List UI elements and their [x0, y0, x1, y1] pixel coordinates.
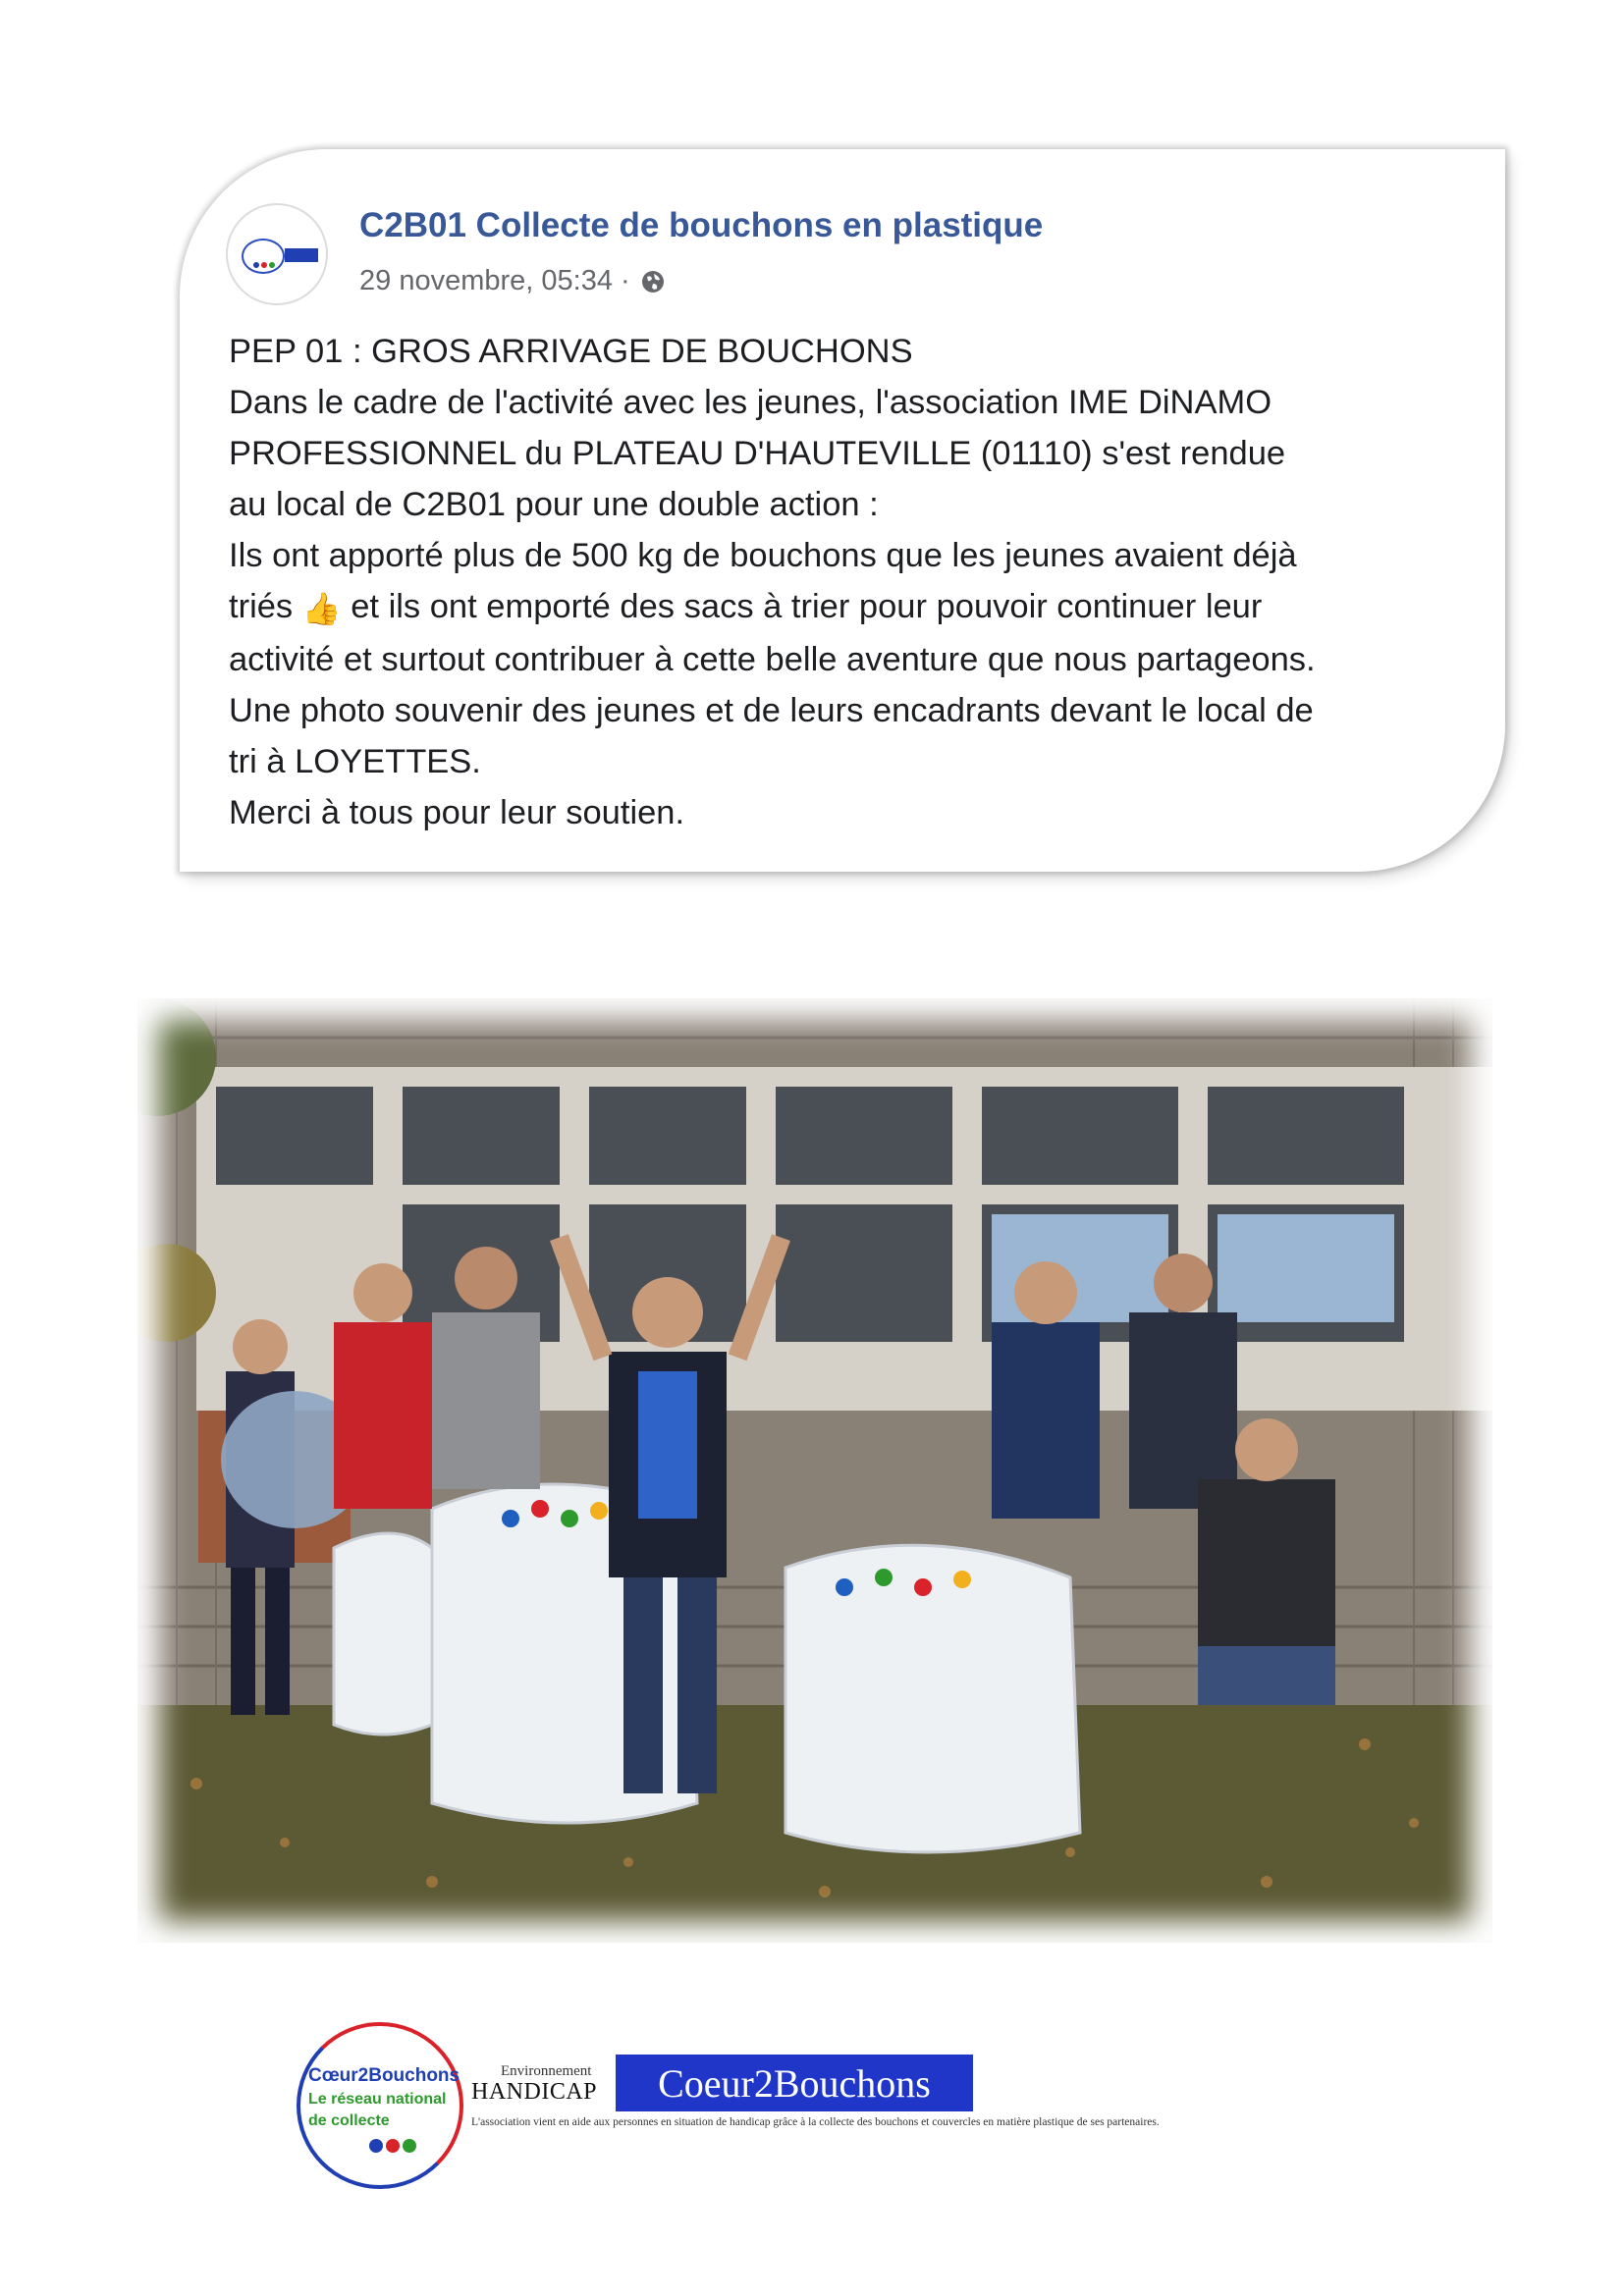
coeur2bouchons-logo	[297, 2022, 463, 2189]
post-meta	[359, 265, 666, 297]
logo-subtitle: de collecte	[308, 2112, 390, 2129]
post-text	[229, 326, 1495, 838]
env-label: Environnement	[501, 2063, 592, 2079]
post-line: au local de C2B01 pour une double action :	[229, 486, 879, 523]
handicap-label: HANDICAP	[471, 2079, 598, 2105]
logo-dots-icon	[369, 2139, 416, 2153]
logo-title: Cœur2Bouchons	[308, 2065, 460, 2086]
page-avatar[interactable]	[226, 203, 328, 305]
post-line: PROFESSIONNEL du PLATEAU D'HAUTEVILLE (01110) s'est rendue	[229, 435, 1286, 472]
post-line: Une photo souvenir des jeunes et de leurs encadrants devant le local de	[229, 692, 1314, 729]
avatar-logo-icon	[236, 235, 318, 274]
brand-tagline: L'association vient en aide aux personnes en situation de handicap grâce à la collecte des bouchons et couvercles en matière plastique de ses partenaires.	[471, 2116, 1160, 2128]
facebook-post-card	[180, 149, 1505, 872]
post-line-part: triés	[229, 588, 294, 625]
post-line: PEP 01 : GROS ARRIVAGE DE BOUCHONS	[229, 333, 913, 370]
brand-banner: Coeur2Bouchons	[616, 2055, 973, 2111]
post-line: Ils ont apporté plus de 500 kg de bouchons que les jeunes avaient déjà	[229, 537, 1297, 574]
post-line	[229, 581, 1495, 634]
group-photo	[137, 998, 1492, 1943]
group-photo-illustration	[137, 998, 1492, 1943]
post-line: Dans le cadre de l'activité avec les jeunes, l'association IME DiNAMO	[229, 384, 1272, 421]
post-timestamp[interactable]: 29 novembre, 05:34 ·	[359, 265, 630, 296]
post-author-link[interactable]: C2B01 Collecte de bouchons en plastique	[359, 206, 1044, 244]
post-line: Merci à tous pour leur soutien.	[229, 794, 685, 831]
post-line: activité et surtout contribuer à cette belle aventure que nous partageons.	[229, 641, 1316, 678]
post-line-part: et ils ont emporté des sacs à trier pour pouvoir continuer leur	[341, 588, 1263, 625]
thumbs-up-icon: 👍	[301, 591, 342, 626]
post-line: tri à LOYETTES.	[229, 743, 481, 780]
logo-subtitle: Le réseau national	[308, 2091, 447, 2108]
globe-icon	[640, 269, 666, 294]
